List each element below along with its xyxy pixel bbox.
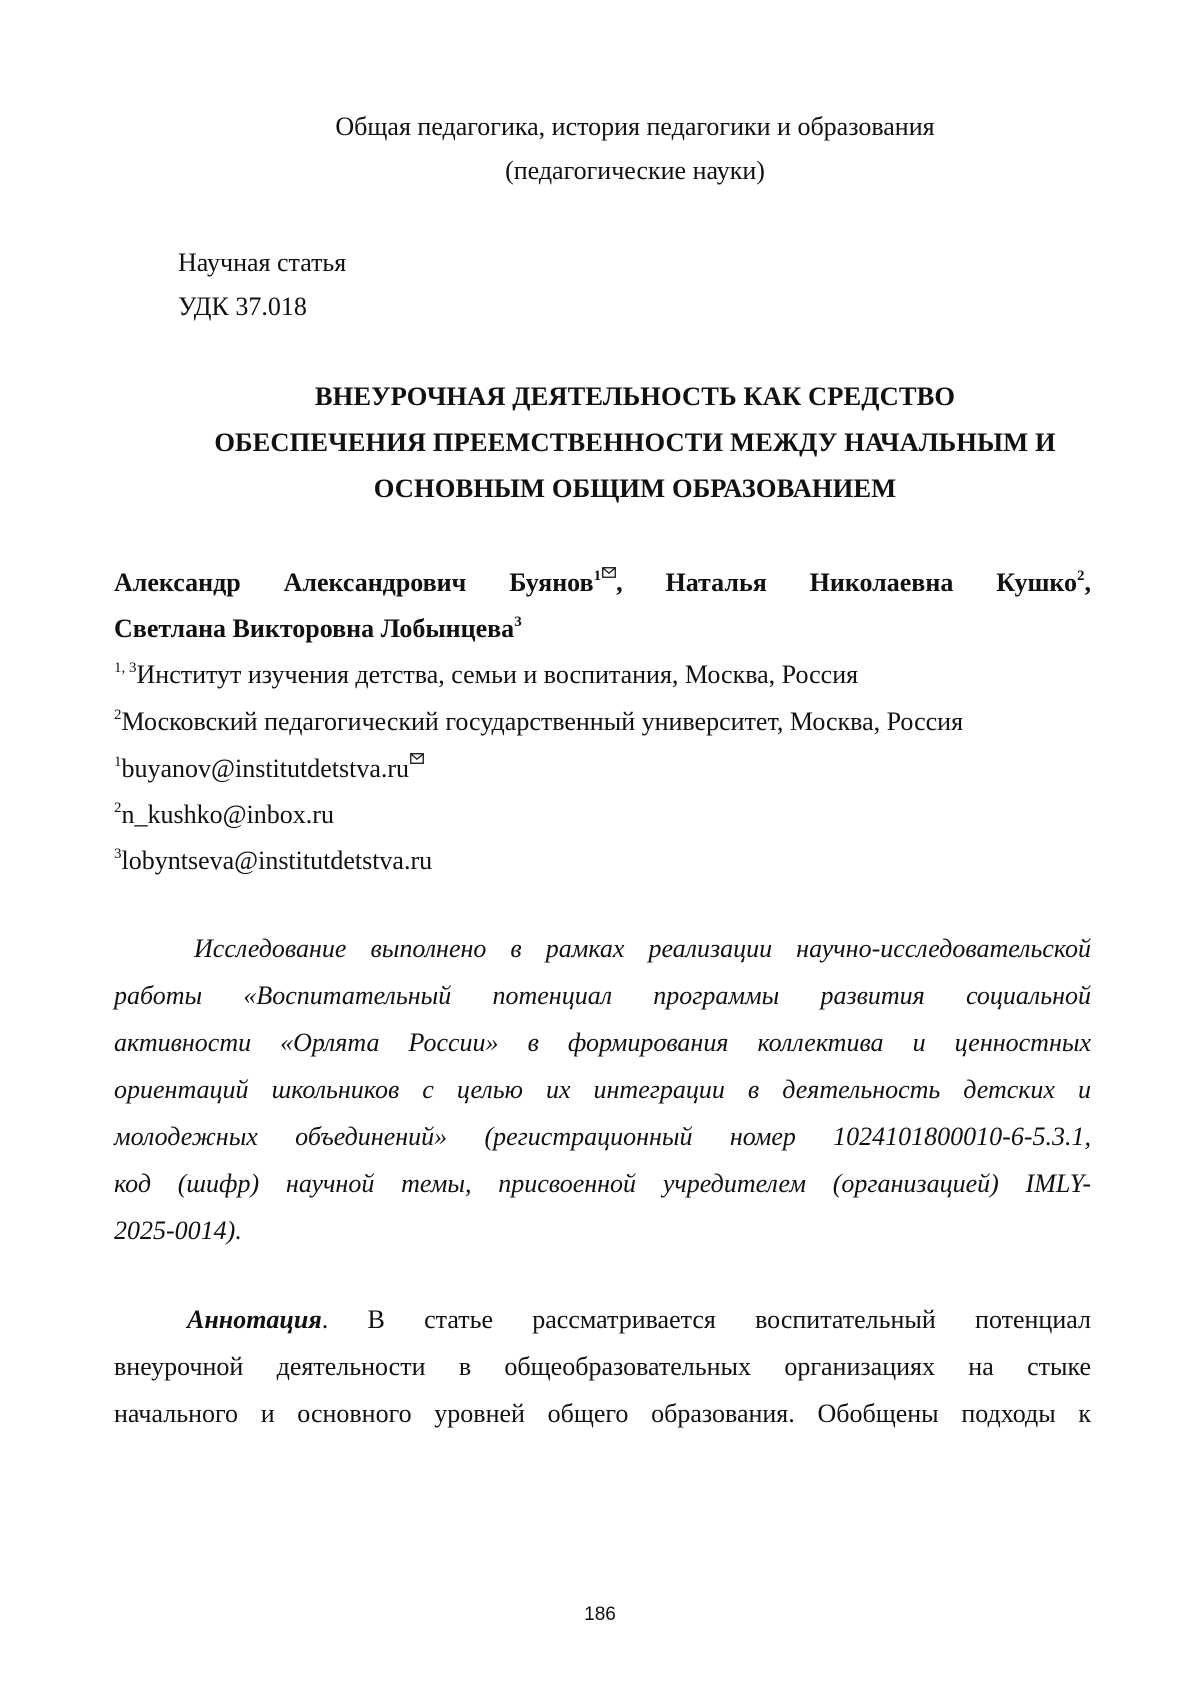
funding-line-6: код (шифр) научной темы, присвоенной учредителем (организацией) IMLY- [114, 1169, 1091, 1198]
author-2-comma: , [1084, 568, 1092, 597]
abstract-line-3: начального и основного уровней общего образования. Обобщены подходы к [114, 1399, 1091, 1428]
funding-line-1: Исследование выполнено в рамках реализации научно-исследовательской [194, 934, 1091, 963]
author-1-comma: , [616, 568, 623, 597]
author-2-last-name: Кушко [996, 568, 1078, 597]
udc-code: УДК 37.018 [178, 292, 307, 321]
section-heading-line-2: (педагогические науки) [505, 156, 765, 185]
funding-line-5: молодежных объединений» (регистрационный номер 1024101800010-6-5.3.1, [114, 1122, 1091, 1151]
email-3-address[interactable]: lobyntseva@institutdetstva.ru [121, 846, 433, 875]
affiliation-2-text: Московский педагогический государственный университет, Москва, Россия [121, 707, 964, 736]
affiliation-1-sup: 1, 3 [114, 660, 137, 676]
article-title-line-3: ОСНОВНЫМ ОБЩИМ ОБРАЗОВАНИЕМ [373, 473, 897, 503]
abstract-label-dot: . [321, 1305, 329, 1334]
affiliation-2-sup: 2 [114, 707, 122, 723]
envelope-icon [602, 567, 616, 578]
affiliation-1 [114, 660, 858, 690]
email-1-sup: 1 [114, 754, 122, 770]
author-1 [509, 568, 622, 597]
author-3-name: Светлана Викторовна Лобынцева [114, 614, 515, 643]
affiliation-2 [114, 707, 963, 737]
article-title-line-1: ВНЕУРОЧНАЯ ДЕЯТЕЛЬНОСТЬ КАК СРЕДСТВО [314, 381, 956, 411]
page-number: 186 [584, 1604, 616, 1625]
authors-line-2 [114, 614, 522, 644]
abstract-line-1-text: В статье рассматривается воспитательный потенциал [367, 1305, 1092, 1334]
funding-line-2: работы «Воспитательный потенциал программы развития социальной [114, 981, 1091, 1010]
funding-line-4: ориентаций школьников с целью их интеграции в деятельность детских и [114, 1075, 1091, 1104]
abstract-label [187, 1305, 328, 1334]
funding-line-7: 2025-0014). [114, 1216, 242, 1245]
article-title-line-2: ОБЕСПЕЧЕНИЯ ПРЕЕМСТВЕННОСТИ МЕЖДУ НАЧАЛЬНЫМ И [214, 427, 1056, 457]
author-2-first-name: Наталья [665, 568, 767, 597]
author-2-sup: 2 [1077, 568, 1085, 584]
authors-line-1 [114, 568, 1091, 598]
envelope-icon [410, 753, 424, 764]
author-1-first-name: Александр [114, 568, 241, 597]
section-heading-line-1: Общая педагогика, история педагогики и образования [335, 112, 935, 141]
abstract-label-text: Аннотация [187, 1305, 322, 1334]
email-1-address[interactable]: buyanov@institutdetstva.ru [121, 754, 410, 783]
author-2 [996, 568, 1091, 597]
affiliation-1-text: Институт изучения детства, семьи и воспитания, Москва, Россия [136, 660, 859, 689]
email-3 [114, 846, 432, 876]
email-2 [114, 800, 334, 830]
author-1-last-name: Буянов [509, 568, 594, 597]
abstract-line-1 [187, 1305, 1091, 1335]
abstract-line-2: внеурочной деятельности в общеобразовательных организациях на стыке [114, 1352, 1091, 1381]
funding-line-3: активности «Орлята России» в формирования коллектива и ценностных [114, 1028, 1091, 1057]
email-1 [114, 754, 424, 784]
email-3-sup: 3 [114, 846, 122, 862]
article-type: Научная статья [178, 248, 347, 277]
email-2-address[interactable]: n_kushko@inbox.ru [121, 800, 334, 829]
author-3-sup: 3 [514, 614, 522, 630]
author-1-patronymic: Александрович [283, 568, 467, 597]
email-2-sup: 2 [114, 800, 122, 816]
author-1-sup: 1 [593, 568, 602, 584]
author-2-patronymic: Николаевна [809, 568, 954, 597]
